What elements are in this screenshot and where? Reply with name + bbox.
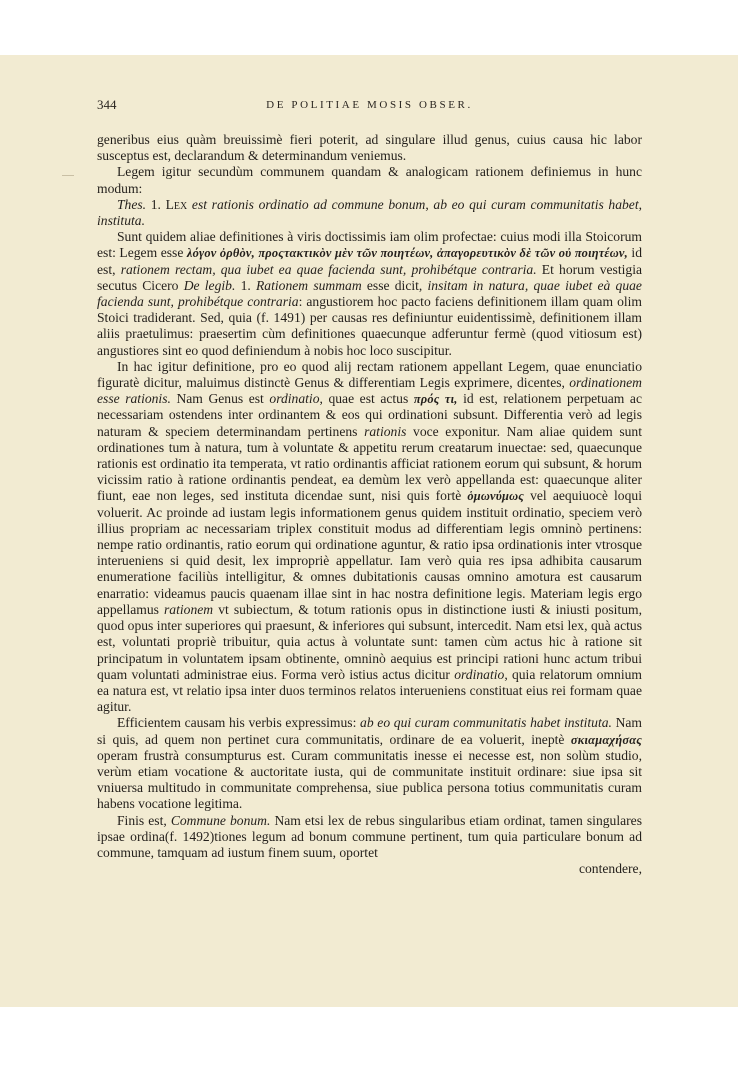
margin-mark	[62, 175, 74, 176]
paragraph-legem: Legem igitur secundùm communem quandam & analogicam rationem definiemus in hunc modum:	[97, 164, 642, 196]
paragraph-stoics	[97, 229, 642, 359]
text-run: Et horum vestigia secutus Cicero	[97, 261, 642, 293]
italic-text: ordinationem esse rationis.	[97, 375, 642, 407]
text-run: id est,	[97, 245, 642, 277]
text-run: In hac igitur definitione, pro eo quod alij rectam rationem appellant Legem, quae enunciatio figuratè dicitur, maluimus distinctè Genus & differentiam Legis exprimere, dicentes,	[97, 358, 642, 391]
text-run: Sunt quidem aliae definitiones à viris doctissimis iam olim profectae: cuius modi illa Stoicorum est: Legem esse	[97, 229, 642, 261]
italic-text: insitam in natura, quae iubet eà quae facienda sunt, prohibétque contraria	[97, 277, 642, 310]
lex-word: Lex	[165, 196, 188, 212]
text-run: vt subiectum, & totum rationis opus in distinctione iusti & iniusti positum, quod opus inter superiores qui praesunt, & inferiores qui subsunt, intercedit. Nam etsi lex, quà actus est, voluntati propriè tribuitur, quia actus à voluntate sunt: tamen cùm actus hic à ratione sit principatum in voluntatem ipsam obtinente, omninò aequius est principi rationi hunc actum tribui quam voluntati administrae eius. Forma verò istius actus dicitur	[97, 601, 643, 682]
italic-text: rationem	[164, 601, 214, 617]
italic-text: rationis	[364, 423, 407, 439]
italic-text: rationem rectam, qua iubet ea quae facienda sunt, prohibétque contraria.	[120, 261, 537, 277]
text-run: : angustiorem hoc pacto faciens definitionem illam quam olim Stoici tradiderant. Sed, quia (f. 1491) per causas res definiuntur euidentissimè, definitionem illam aliis praetulimus: praesertim cùm definitiones quaecunque adferuntur fermè (quod vitiosum est) angustiores sint eo quod definiendum à nobis hoc loco suscipitur.	[97, 294, 642, 358]
italic-text: ab eo qui curam communitatis habet instituta.	[360, 715, 612, 731]
greek-text: πρός τι,	[413, 392, 458, 407]
text-run: Efficientem causam his verbis expressimus:	[117, 715, 361, 731]
text-run: , quia relatorum omnium ea natura est, vt relatio ipsa inter duos terminos relatos interueniens constituat eius rei formam quae agitur.	[97, 666, 642, 715]
text-run: Finis est,	[117, 812, 171, 828]
definition-part-c: instituta.	[97, 213, 145, 229]
greek-text: σκιαμαχήσας	[570, 732, 642, 747]
catchword: contendere,	[578, 861, 642, 877]
text-run: operam frustrà consumpturus est. Curam communitatis inesse ei necesse est, non solùm studio, verùm etiam vocatione & auctoritate iusta, qui de communitate instituit ordinare: siue ipsa sit vniuersa multitudo in communitate comprehensa, siue publica persona totius communitatis curam habens vocatione legitima.	[97, 747, 642, 812]
text-run: , quae est actus	[319, 391, 414, 407]
italic-text: ordinatio	[454, 666, 505, 682]
paragraph-intro: generibus eius quàm breuissimè fieri poterit, ad singulare illud genus, cuius causa hic labor susceptus est, declarandum & determinandum veniemus.	[97, 132, 642, 164]
text-run: 1.	[235, 277, 256, 293]
thesis-label: Thes.	[117, 196, 147, 212]
greek-text: ὁμωνύμως	[467, 489, 524, 504]
punct: ,	[638, 196, 643, 212]
italic-text: ordinatio	[269, 391, 320, 407]
italic-text: Commune bonum.	[170, 812, 271, 828]
text-run: Nam Genus est	[170, 391, 270, 407]
book-page	[0, 55, 738, 1007]
definition-part-b: ab eo qui curam communitatis habet	[433, 196, 639, 212]
text-run: vel aequiuocè loqui voluerit. Ac proinde ad iustam legis informationem genus quidem instituit ordinatio, speciem verò illius propriam ac necessariam triplex constituit modus ad differentiam legis omninò pertinens: nempe ratio ordinantis, ratio eorum qui ordinatione aguntur, & ratio ipsa ordinationis inter vtrosque interueniens si quid desit, lex impropriè appellatur. Iam verò quia res ipsa adhibita causarum enumeratione faciliùs intelligitur, & omnes dubitationis causas omnino amotura est causarum enarratio: videamus paucis quaenam illae sint in hac nostra definitione legis. Materiam legis ergo appellamus	[97, 488, 642, 617]
text-run: id est, relationem perpetuam ac necessariam ostendens inter ordinantem & eos qui ordinationi subsunt. Differentia verò ad legis naturam & speciem determinandam pertinens	[97, 391, 642, 439]
text-run: Nam etsi lex de rebus singularibus etiam ordinat, tamen singulares ipsae ordina(f. 1492)tiones legum ad bonum commune pertinent, tum quia particulare bonum ad commune, tamquam ad iustum finem suum, oportet	[97, 812, 642, 860]
thesis-number: 1.	[150, 196, 161, 212]
punct: ,	[425, 196, 434, 212]
page-body	[97, 132, 642, 877]
page-number: 344	[97, 97, 117, 112]
text-run: Nam si quis, ad quem non pertinet cura communitatis, ordinare de ea voluerit, ineptè	[97, 715, 643, 747]
paragraph-final-cause	[97, 813, 642, 862]
greek-text: λόγον ὀρθὸν, προςτακτικὸν μὲν τῶν ποιητέων, ἀπαγορευτικὸν δὲ τῶν οὐ ποιητέων,	[186, 246, 628, 261]
running-title: DE POLITIAE MOSIS OBSER.	[266, 99, 473, 111]
text-run: voce exponitur. Nam aliae quidem sunt ordinationes tum à natura, tum à voluntate & appetitu rerum creatarum inuectae: sed, quaecunque rationis est ordinatio ita temperata, vt ratio ordinantis afficiat rationem eorum qui subsunt, & horum vicissim ratio à ratione ordinantis pendeat, ea demùm lex verò appellanda est: quaecunque aliter fiunt, eae non leges, sed instituta dicendae sunt, nisi quis fortè	[97, 423, 642, 504]
paragraph-efficient-cause	[97, 715, 642, 812]
paragraph-definition	[97, 359, 642, 715]
italic-text: De legib.	[183, 277, 236, 293]
italic-text: Rationem summam	[256, 277, 362, 293]
definition-part-a: est rationis ordinatio ad commune bonum	[191, 196, 426, 212]
paragraph-thesis	[97, 197, 642, 229]
text-run: esse dicit,	[361, 277, 428, 293]
